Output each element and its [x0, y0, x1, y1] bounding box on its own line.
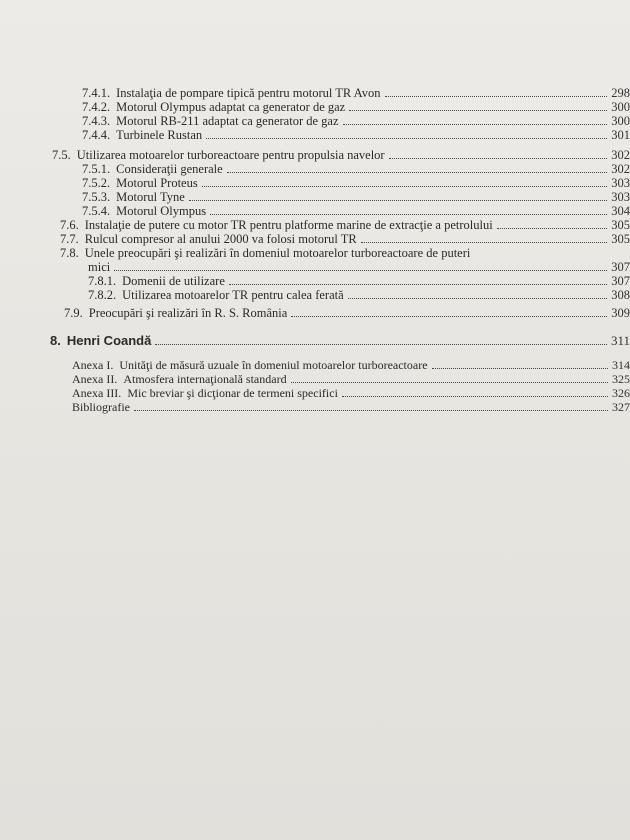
dot-leader: [227, 163, 608, 173]
dot-leader: [389, 149, 608, 159]
toc-entry-continuation: [88, 260, 630, 274]
entry-title: Motorul Olympus: [116, 204, 207, 218]
toc-appendix-entry: [72, 372, 630, 386]
dot-leader: [349, 101, 607, 111]
entry-title: Preocupări şi realizări în R. S. România: [88, 306, 288, 320]
entry-title: Motorul Olympus adaptat ca generator de gaz: [116, 100, 346, 114]
entry-page: 307: [611, 260, 630, 274]
entry-title: Domenii de utilizare: [122, 274, 225, 288]
appendix-number: Anexa I.: [72, 358, 114, 372]
entry-title: Instalaţie de putere cu motor TR pentru platforme marine de extracţie a petrolului: [84, 218, 493, 232]
toc-entry-first-line: [60, 246, 470, 260]
appendix-number: Anexa III.: [72, 386, 122, 400]
appendix-title: Mic breviar şi dicţionar de termeni specifici: [127, 386, 338, 400]
entry-title: Motorul Proteus: [116, 176, 198, 190]
entry-page: 300: [611, 114, 630, 128]
toc-entry: [82, 190, 630, 204]
toc-entry: [60, 218, 630, 232]
entry-number: 7.5.1.: [82, 162, 111, 176]
entry-page: 327: [612, 400, 630, 414]
toc-entry: [88, 288, 630, 302]
entry-title: Motorul Tyne: [116, 190, 185, 204]
entry-number: 7.5.2.: [82, 176, 111, 190]
entry-page: 300: [611, 100, 630, 114]
appendix-title: Atmosfera internaţională standard: [123, 372, 287, 386]
entry-page: 325: [612, 372, 630, 386]
dot-leader: [385, 87, 608, 97]
dot-leader: [206, 129, 607, 139]
toc-entry: [82, 128, 630, 142]
dot-leader: [202, 177, 608, 187]
bibliography-title: Bibliografie: [72, 400, 130, 414]
entry-title: Instalaţia de pompare tipică pentru motorul TR Avon: [116, 86, 381, 100]
entry-page: 326: [612, 386, 630, 400]
entry-number: 7.9.: [64, 306, 83, 320]
entry-title: Motorul RB-211 adaptat ca generator de gaz: [116, 114, 339, 128]
entry-title: Turbinele Rustan: [116, 128, 203, 142]
dot-leader: [348, 289, 608, 299]
dot-leader: [189, 191, 607, 201]
toc-entry: [52, 148, 630, 162]
toc-entry: [82, 86, 630, 100]
entry-page: 305: [611, 232, 630, 246]
entry-number: 7.5.3.: [82, 190, 111, 204]
dot-leader: [155, 335, 607, 345]
appendix-number: Anexa II.: [72, 372, 118, 386]
entry-number: 7.4.3.: [82, 114, 111, 128]
entry-number: 7.5.4.: [82, 204, 111, 218]
entry-title: Utilizarea motoarelor turboreactoare pentru propulsia navelor: [76, 148, 385, 162]
dot-leader: [291, 373, 608, 383]
entry-title-continued: mici: [88, 260, 111, 274]
entry-page: 308: [611, 288, 630, 302]
entry-number: 7.8.: [60, 246, 79, 260]
toc-entry: [60, 232, 630, 246]
toc-appendix-entry: [72, 358, 630, 372]
entry-page: 305: [611, 218, 630, 232]
entry-page: 311: [610, 333, 630, 348]
entry-number: 7.5.: [52, 148, 71, 162]
appendix-title: Unităţi de măsură uzuale în domeniul motoarelor turboreactoare: [119, 358, 428, 372]
toc-bibliography-entry: [72, 400, 630, 414]
entry-number: 7.7.: [60, 232, 79, 246]
entry-number: 7.4.1.: [82, 86, 111, 100]
entry-title: Unele preocupări şi realizări în domeniul motoarelor turboreactoare de puteri: [84, 246, 471, 260]
entry-page: 309: [611, 306, 630, 320]
toc-entry: [82, 100, 630, 114]
entry-title: Consideraţii generale: [116, 162, 223, 176]
dot-leader: [342, 387, 608, 397]
dot-leader: [361, 233, 608, 243]
entry-page: 307: [611, 274, 630, 288]
entry-page: 303: [611, 176, 630, 190]
toc-entry: [82, 176, 630, 190]
toc-appendix-entry: [72, 386, 630, 400]
chapter-number: 8.: [50, 333, 61, 348]
dot-leader: [432, 359, 608, 369]
entry-page: 302: [611, 148, 630, 162]
entry-number: 7.4.2.: [82, 100, 111, 114]
entry-number: 7.4.4.: [82, 128, 111, 142]
entry-page: 304: [611, 204, 630, 218]
dot-leader: [134, 401, 608, 411]
entry-page: 314: [612, 358, 630, 372]
toc-entry: [64, 306, 630, 320]
entry-page: 303: [611, 190, 630, 204]
dot-leader: [497, 219, 608, 229]
entry-page: 298: [611, 86, 630, 100]
dot-leader: [210, 205, 607, 215]
toc-entry: [82, 114, 630, 128]
dot-leader: [229, 275, 607, 285]
toc-chapter-entry: [50, 334, 630, 348]
chapter-title: Henri Coandă: [66, 333, 152, 348]
toc-entry: [82, 204, 630, 218]
dot-leader: [291, 307, 607, 317]
entry-number: 7.8.2.: [88, 288, 117, 302]
entry-page: 301: [611, 128, 630, 142]
entry-title: Utilizarea motoarelor TR pentru calea ferată: [122, 288, 344, 302]
toc-entry: [88, 274, 630, 288]
dot-leader: [114, 261, 607, 271]
entry-page: 302: [611, 162, 630, 176]
entry-number: 7.8.1.: [88, 274, 117, 288]
entry-number: 7.6.: [60, 218, 79, 232]
entry-title: Rulcul compresor al anului 2000 va folosi motorul TR: [84, 232, 357, 246]
dot-leader: [343, 115, 608, 125]
toc-entry: [82, 162, 630, 176]
